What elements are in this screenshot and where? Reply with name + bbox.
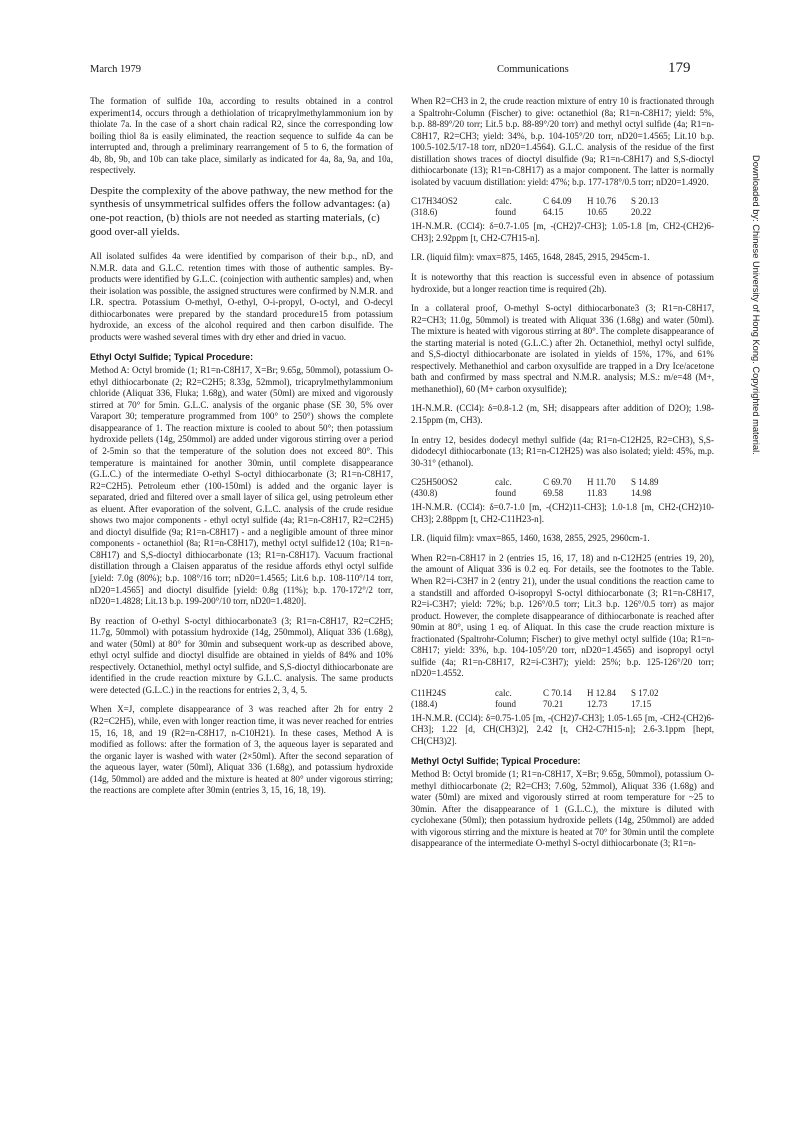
calc-label: calc. (495, 477, 512, 488)
h-found: 10.65 (587, 207, 608, 218)
calc-label: calc. (495, 687, 512, 698)
paragraph: In a collateral proof, O-methyl S-octyl dithiocarbonate3 (3; R1=n-C8H17, R2=CH3; 11.0g, 50mmol) is treated with Aliquat 336 (1.68g) and water (50ml). The mixture is heated with vigorous stirring at 80°. The complete disappearance of the starting material is noted (G.L.C.) after 2h. Octanethiol, methyl octyl sulfide, and S,S-dioctyl dithiocarbonate are isolated in yields of 15%, 17%, and 61% respectively. Methanethiol and carbon oxysulfide are trapped in a Dry Ice/acetone bath and confirmed by mass spectral and N.M.R. analysis; M.S.: m/e=48 (M+, methanethiol), 60 (M+ carbon oxysulfide); (411, 303, 714, 394)
highlight-paragraph: Despite the complexity of the above pathway, the new method for the synthesis of unsymmetrical sulfides offers the follow advantages: (a) one-pot reaction, (b) thiols are not needed as starting materials, (c) good over-all yields. (90, 184, 393, 238)
header-date: March 1979 (90, 64, 142, 75)
paragraph: Method A: Octyl bromide (1; R1=n-C8H17, X=Br; 9.65g, 50mmol), potassium O-ethyl dithiocarbonate (2; R2=C2H5; 8.33g, 52mmol), tricaprylmethylammonium chloride (Aliquat 336, Fluka; 1.68g), and water (50ml) are mixed and vigorously stirred at 70° for 5min. G.L.C. analysis of the organic phase (SE 30, 5% over Varaport 30; temperature programmed from 100° to 250°) shows the complete disappearance of 1. The reaction mixture is cooled to about 50°; then potassium hydroxide pellets (14g, 250mmol) are added under vigorous stirring over a period of 2-5min so that the temperature of the solution does not exceed 80°. This temperature is maintained for another 30min, until complete disappearance (G.L.C.) of the intermediate O-ethyl S-octyl dithiocarbonate (3; R1=n-C8H17, R2=C2H5). Petroleum ether (100-150ml) is added and the organic layer is separated, dried and filtered over a small layer of silica gel, using petroleum ether as eluent. After evaporation of the solvent, G.L.C. analysis of the crude residue shows two major components - ethyl octyl sulfide (4a; R1=n-C8H17, R2=C2H5) and dioctyl disulfide (9a; R1=n-C8H17) - and a negligible amount of three minor components - octanethiol (8a; R1=n-C8H17), methyl octyl sulfide12 (10a; R1=n-C8H17) and S,S-dioctyl dithiocarbonate (13; R1=n-C8H17). Vacuum fractional distillation through a Claisen apparatus of the residue affords ethyl octyl sulfide [yield: 7.0g (80%); b.p. 108°/16 torr; nD20=1.4565; Lit.6 b.p. 108-110°/14 torr, nD20=1.4565] and dioctyl disulfide [yield: 0.8g (11%); b.p. 170-172°/2 torr, nD20=1.4828; Lit.13 b.p. 199-200°/10 torr, nD20=1.4820]. (90, 365, 393, 607)
paragraph: All isolated sulfides 4a were identified by comparison of their b.p., nD, and N.M.R. data and G.L.C. retention times with those of authentic samples. By-products were identified by G.L.C. (coinjection with authentic samples) and, when their isolation was possible, the assigned structures were confirmed by N.M.R. and I.R. spectra. Potassium O-methyl, O-ethyl, O-i-propyl, O-octyl, and O-decyl dithiocarbonates were prepared by the standard procedure15 from potassium hydroxide, an excess of the alcohol required and then carbon disulfide. The products were washed several times with dry ether and dried in vacuo. (90, 251, 393, 343)
formula: C11H24S (411, 687, 447, 698)
ir-data: I.R. (liquid film): νmax=875, 1465, 1648, 2845, 2915, 2945cm-1. (411, 252, 650, 263)
h-found: 11.83 (587, 488, 607, 499)
s-calc: S 14.89 (631, 477, 659, 488)
molecular-weight: (188.4) (411, 698, 438, 709)
paragraph: When X=J, complete disappearance of 3 was reached after 2h for entry 2 (R2=C2H5), while, even with longer reaction time, it was never reached for entries 15, 16, 18, and 19 (R2=n-C8H17, n-C10H21). In these cases, Method A is modified as follows: after the formation of 3, the aqueous layer is separated and the organic layer is washed with water (2×50ml). After the second separation of the aqueous layer, water (50ml), Aliquat 336 (1.68g), and potassium hydroxide (14g, 50mmol) are added and the mixture is heated at 80° under vigorous stirring; the reactions are complete after 30min (entries 3, 15, 16, 18, 19). (90, 704, 393, 796)
found-label: found (495, 698, 516, 709)
elemental-analysis (411, 196, 714, 218)
h-calc: H 11.70 (587, 477, 616, 488)
calc-label: calc. (495, 196, 512, 207)
h-calc: H 10.76 (587, 196, 616, 207)
page-number: 179 (668, 60, 691, 76)
download-notice: Downloaded by: Chinese University of Hong Kong. Copyrighted material. (751, 155, 761, 455)
s-found: 20.22 (631, 207, 652, 218)
found-label: found (495, 207, 516, 218)
nmr-data: 1H-N.M.R. (CCl4): δ=0.7-1.05 [m, -(CH2)7-CH3]; 1.05-1.8 [m, CH2-(CH2)6-CH3]; 2.92ppm [t, CH2-C7H15-n]. (411, 221, 714, 243)
s-found: 17.15 (631, 698, 652, 709)
c-calc: C 70.14 (543, 687, 572, 698)
s-calc: S 17.02 (631, 687, 659, 698)
nmr-data: 1H-N.M.R. (CCl4): δ=0.8-1.2 (m, SH; disappears after addition of D2O); 1.98-2.15ppm (m, CH3). (411, 403, 714, 426)
c-found: 64.15 (543, 207, 564, 218)
paragraph: When R2=CH3 in 2, the crude reaction mixture of entry 10 is fractionated through a Spaltrohr-Column (Fischer) to give: octanethiol (8a; R1=n-C8H17; yield: 5%, b.p. 88-89°/20 torr; Lit.5 b.p. 88-89°/20 torr) and methyl octyl sulfide (4a; R1=n-C8H17, R2=CH3; yield: 34%, b.p. 104-105°/20 torr, nD20=1.4565; Lit.10 b.p. 100.5-102.5/17-18 torr, nD20=1.4564). G.L.C. analysis of the residue of the first distillation shows traces of dioctyl disulfide (9a; R1=n-C8H17) and S,S-dioctyl dithiocarbonate (13); R1=n-C8H17) as a major component. The latter is normally isolated by vacuum distillation: yield: 47%; b.p. 177-178°/0.5 torr; nD20=1.4920. (411, 96, 714, 187)
elemental-analysis (411, 688, 714, 710)
s-calc: S 20.13 (631, 196, 659, 207)
molecular-weight: (430.8) (411, 488, 438, 499)
paragraph: The formation of sulfide 10a, according to results obtained in a control experiment14, occurs through a dethiolation of tricaprylmethylammonium ion by thiolate 7a. In the case of a short chain radical R2, since the corresponding low boiling thiol 8a is easily eliminated, the reaction sequence to sulfide 4a can be interrupted and, through a preliminary rearrangement of 5 to 6, the formation of 4b, 8b, 9b, and 10b can take place, similarly as indicated for 4a, 8a, 9a, and 10a, respectively. (90, 96, 393, 176)
s-found: 14.98 (631, 488, 652, 499)
paragraph: In entry 12, besides dodecyl methyl sulfide (4a; R1=n-C12H25, R2=CH3), S,S-didodecyl dithiocarbonate (13; R1=n-C12H25) was also isolated; yield: 45%, m.p. 30-31° (ethanol). (411, 434, 714, 468)
section-heading: Methyl Octyl Sulfide; Typical Procedure: (411, 755, 581, 766)
download-watermark (749, 155, 763, 755)
c-found: 69.58 (543, 488, 564, 499)
formula: C25H50OS2 (411, 477, 458, 488)
found-label: found (495, 488, 516, 499)
h-found: 12.73 (587, 698, 608, 709)
paragraph: It is noteworthy that this reaction is successful even in absence of potassium hydroxide, but a longer reaction time is required (2h). (411, 272, 714, 294)
ir-data: I.R. (liquid film): νmax=865, 1460, 1638, 2855, 2925, 2960cm-1. (411, 533, 650, 544)
c-calc: C 69.70 (543, 477, 572, 488)
formula: C17H34OS2 (411, 196, 458, 207)
paragraph: By reaction of O-ethyl S-octyl dithiocarbonate3 (3; R1=n-C8H17, R2=C2H5; 11.7g, 50mmol) with potassium hydroxide (14g, 250mmol), Aliquat 336 (1.68g), and water (50ml) at 80° for 30min and subsequent work-up as described above, ethyl octyl sulfide and dioctyl disulfide are obtained in yields of 84% and 10% respectively. Octanethiol, methyl octyl sulfide, and S,S-dioctyl dithiocarbonate are identified in the crude reaction mixture by G.L.C. analysis. The same products were detected (G.L.C.) in the reactions for entries 2, 3, 4, 5. (90, 615, 393, 695)
c-found: 70.21 (543, 698, 564, 709)
c-calc: C 64.09 (543, 196, 572, 207)
paragraph: When R2=n-C8H17 in 2 (entries 15, 16, 17, 18) and n-C12H25 (entries 19, 20), the amount of Aliquat 336 is 0.2 eq. For details, see the footnotes to the Table. When R2=i-C3H7 in 2 (entry 21), under the usual conditions the reaction came to a standstill and afforded O-isopropyl S-octyl dithiocarbonate (3; R1=n-C8H17, R2=i-C3H7; yield: 72%; b.p. 126°/0.5 torr; Lit.3 b.p. 126°/0.5 torr) as major product. However, the complete disappearance of dithiocarbonate is reached after 90min at 80°, using 1 eq. of Aliquat. In this case the crude reaction mixture is fractionated (Spaltrohr-Column; Fischer) to give methyl octyl sulfide (10a; R1=n-C8H17; yield: 33%, b.p. 104-105°/20 torr, nD20=1.4565) and isopropyl octyl sulfide (4a; R1=n-C8H17, R2=i-C3H7); yield: 25%; b.p. 125-126°/20 torr; nD20=1.4552. (411, 552, 714, 679)
section-heading: Ethyl Octyl Sulfide; Typical Procedure: (90, 351, 254, 362)
nmr-data: 1H-N.M.R. (CCl4): δ=0.7-1.0 [m, -(CH2)11-CH3]; 1.0-1.8 [m, CH2-(CH2)10-CH3]; 2.88ppm [t, CH2-C11H23-n]. (411, 502, 714, 524)
right-column (411, 96, 714, 858)
left-column (90, 96, 393, 805)
elemental-analysis (411, 477, 714, 499)
molecular-weight: (318.6) (411, 207, 438, 218)
header-journal: Communications (497, 64, 569, 75)
nmr-data: 1H-N.M.R. (CCl4): δ=0.75-1.05 [m, -(CH2)7-CH3]; 1.05-1.65 [m, -CH2-(CH2)6-CH3]; 1.22 [d, CH(CH3)2], 2.42 [t, CH2-C7H15-n]; 2.6-3.1ppm [hept, CH(CH3)2]. (411, 712, 714, 746)
paragraph: Method B: Octyl bromide (1; R1=n-C8H17, X=Br; 9.65g, 50mmol), potassium O-methyl dithiocarbonate (2; R2=CH3; 7.60g, 52mmol), Aliquat 336 (1.68g) and water (50ml) are mixed and vigorously stirred at room temperature for ~25 to 30min. After the disappearance of 1 (G.L.C.), the mixture is diluted with cyclohexane (50ml); then potassium hydroxide pellets (14g, 250mmol) are added with vigorous stirring and the mixture is heated at 70° for 30min until the complete disappearance of the intermediate O-methyl S-octyl dithiocarbonate (3; R1=n- (411, 769, 714, 849)
h-calc: H 12.84 (587, 687, 616, 698)
